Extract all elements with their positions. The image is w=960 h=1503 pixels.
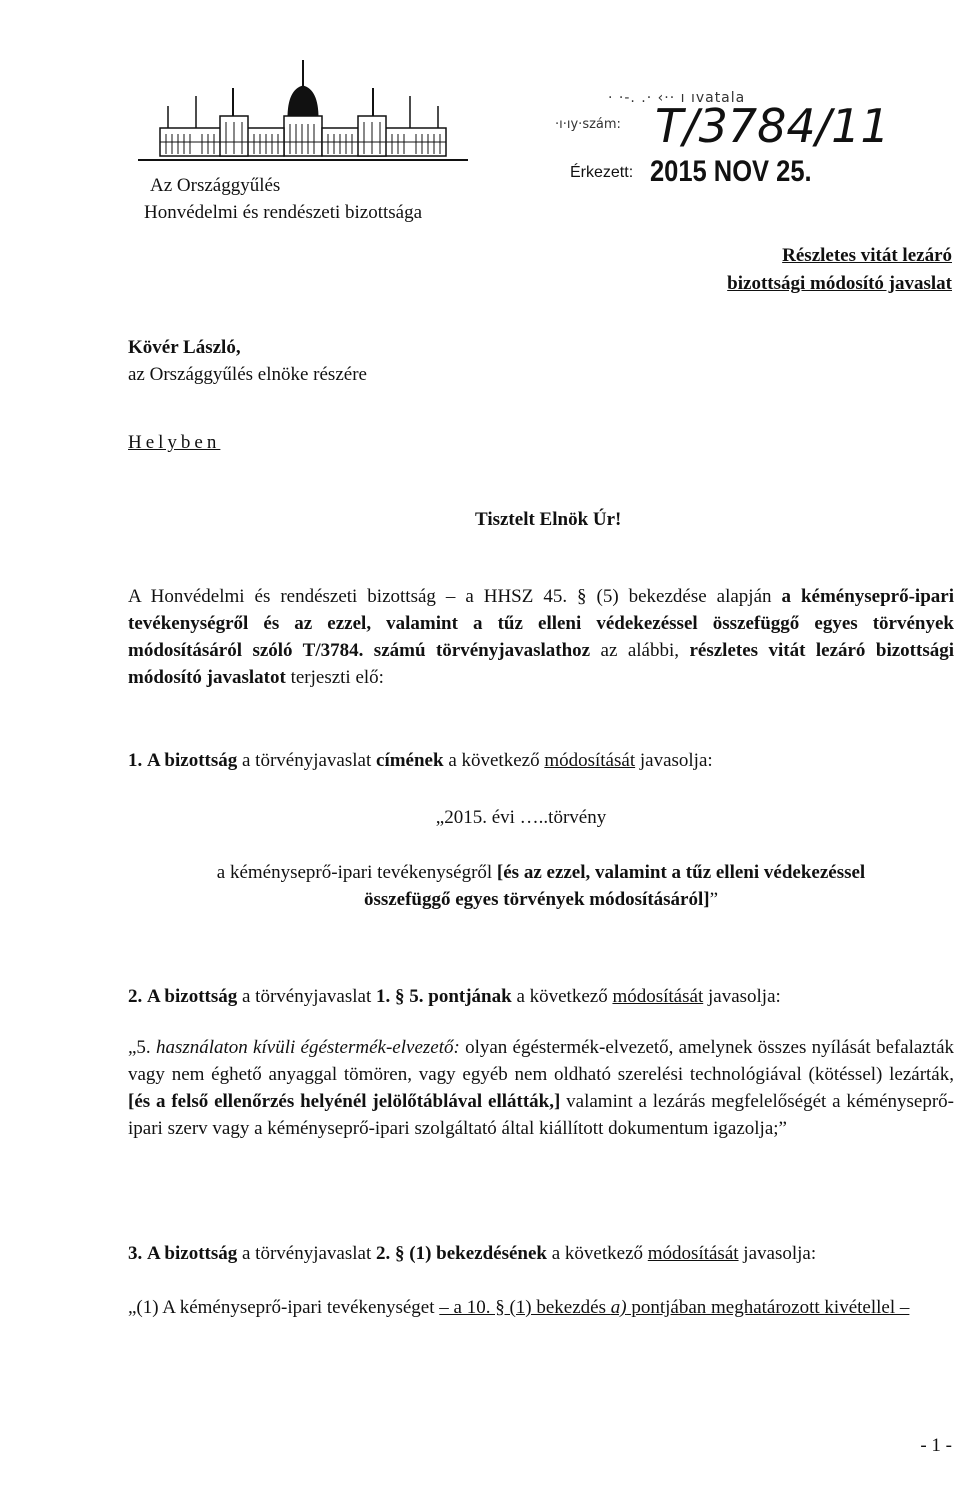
- intro-text-3: terjeszti elő:: [285, 667, 384, 688]
- item-3-text-1: a törvényjavaslat: [237, 1243, 377, 1264]
- svg-text:T/3784/11: T/3784/11: [655, 99, 890, 153]
- item-2-modification: módosítását: [612, 986, 704, 1007]
- quote-line-3-bold: összefüggő egyes törvények módosításáról]: [363, 889, 710, 910]
- quote-line-2: [128, 859, 954, 886]
- item-2-quote: [128, 1034, 954, 1142]
- item-3-subject: A bizottság: [147, 1243, 238, 1264]
- item-2-number: 2.: [128, 986, 143, 1007]
- addressee-place: Helyben: [128, 432, 221, 453]
- addressee-role: az Országgyűlés elnöke részére: [128, 364, 367, 385]
- stamp-number-prefix: ·ı·ıy·szám:: [555, 117, 621, 132]
- addressee-block: [128, 334, 367, 388]
- item-2-quote-start: „5.: [128, 1037, 156, 1058]
- item-3-quote-start: „(1) A kéményseprő-ipari tevékenységet: [128, 1297, 440, 1318]
- item-2-quote-text-2: valamint a lezárás megfelelőségét a kéményseprő-ipari szerv vagy a kéményseprő-ipari szolgáltató által kiállított dokumentum igazolja;”: [128, 1091, 954, 1139]
- intro-text-2: az alábbi,: [590, 640, 690, 661]
- deleted-text: [és a felső ellenőrzés helyénél jelölőtáblával ellátták,]: [128, 1091, 561, 1112]
- item-2-target: 1. § 5. pontjának: [376, 986, 512, 1007]
- document-type-line-2: bizottsági módosító javaslat: [727, 273, 952, 294]
- item-1-text-3: javasolja:: [635, 750, 713, 771]
- item-1-number: 1.: [128, 750, 143, 771]
- item-3-heading: [128, 1240, 954, 1267]
- item-2-heading: [128, 983, 954, 1010]
- parliament-logo: [138, 58, 468, 168]
- quote-line-3: [128, 886, 954, 913]
- item-1-text-1: a törvényjavaslat: [237, 750, 377, 771]
- quote-line-2-normal: a kéményseprő-ipari tevékenységről: [216, 862, 497, 883]
- received-label: Érkezett:: [570, 164, 634, 181]
- quote-line-1: „2015. évi …..törvény: [435, 807, 607, 828]
- item-2-text-2: a következő: [511, 986, 613, 1007]
- inserted-text-b: pontjában meghatározott kivétellel –: [626, 1297, 910, 1318]
- received-date: 2015 NOV 25.: [650, 155, 812, 188]
- item-1-quote: [128, 804, 954, 913]
- org-line-1: Az Országgyűlés: [150, 175, 281, 196]
- item-3-quote: [128, 1294, 954, 1321]
- item-3-modification: módosítását: [647, 1243, 739, 1264]
- salutation: Tisztelt Elnök Úr!: [475, 509, 622, 530]
- item-1-text-2: a következő: [443, 750, 545, 771]
- item-1-heading: [128, 747, 954, 774]
- item-3-target: 2. § (1) bekezdésének: [376, 1243, 547, 1264]
- inserted-text-italic: a): [610, 1297, 627, 1318]
- item-3-number: 3.: [128, 1243, 143, 1264]
- item-2-text-1: a törvényjavaslat: [237, 986, 377, 1007]
- item-2-text-3: javasolja:: [703, 986, 781, 1007]
- page-number: - 1 -: [920, 1435, 952, 1456]
- quote-line-2-bold: [és az ezzel, valamint a tűz elleni védekezéssel: [496, 862, 866, 883]
- org-line-2: Honvédelmi és rendészeti bizottsága: [144, 202, 423, 223]
- document-type-line-1: Részletes vitát lezáró: [782, 245, 952, 266]
- inserted-text-a: – a 10. § (1) bekezdés: [439, 1297, 611, 1318]
- defined-term: használaton kívüli égéstermék-elvezető:: [155, 1037, 460, 1058]
- item-1-target: címének: [376, 750, 444, 771]
- item-3-text-2: a következő: [547, 1243, 648, 1264]
- organization-name: [144, 172, 423, 226]
- office-stamp-text: · ·-. .· ‹·· ı ıvatala: [608, 90, 746, 106]
- intro-paragraph: [128, 583, 954, 691]
- handwritten-number: [655, 96, 955, 156]
- item-2-quote-text-1: olyan égéstermék-elvezető, amelynek összes nyílását befalazták vagy nem éghető anyaggal tömören, vagy egyéb nem oldható szerelési technológiával (kötéssel) lezárták,: [128, 1037, 954, 1085]
- item-2-subject: A bizottság: [147, 986, 238, 1007]
- bill-title: a kéményseprő-ipari tevékenységről és az ezzel, valamint a tűz elleni védekezéssel összefüggő egyes törvények módosításáról szóló T/3784. számú törvényjavaslathoz: [128, 586, 954, 661]
- intro-text-1: A Honvédelmi és rendészeti bizottság – a HHSZ 45. § (5) bekezdése alapján: [128, 586, 782, 607]
- item-1-subject: A bizottság: [147, 750, 238, 771]
- addressee-name: Kövér László,: [128, 337, 241, 358]
- item-3-text-3: javasolja:: [738, 1243, 817, 1264]
- item-1-modification: módosítását: [544, 750, 636, 771]
- proposal-type: részletes vitát lezáró bizottsági módosító javaslatot: [128, 640, 954, 688]
- quote-line-3-end: ”: [709, 889, 719, 910]
